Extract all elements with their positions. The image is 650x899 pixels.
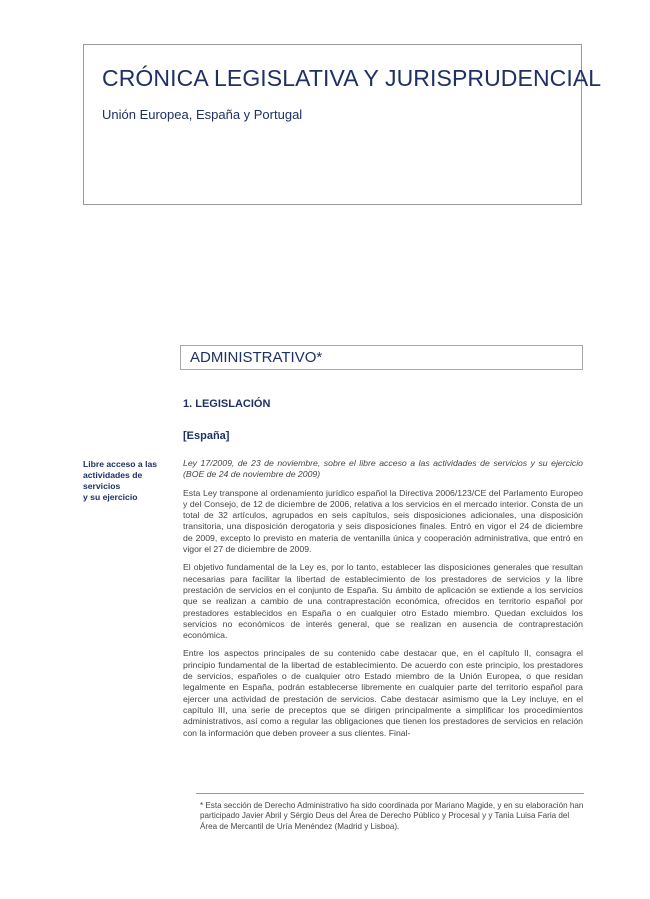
sidenote (83, 459, 173, 503)
sidenote-line: Libre acceso a las (83, 459, 158, 469)
body-text (183, 458, 583, 746)
body-paragraph: Entre los aspectos principales de su contenido cabe destacar que, en el capítulo II, consagra el principio fundamental de la libertad de establecimiento. De acuerdo con este principio, los prestadores de servicios, españoles o de cualquier otro Estado miembro de la Unión Europea, o que residan legalmente en España, podrán establecerse libremente en cualquier parte del territorio español para ejercer una actividad de prestación de servicios. Cabe destacar asimismo que la Ley incluye, en el capítulo III, una serie de preceptos que se dirigen principalmente a simplificar los procedimientos administrativos, así como a regular las obligaciones que tienen los prestadores de servicios en relación con la información que deben proveer a sus clientes. Final- (183, 648, 583, 738)
sidenote-line: y su ejercicio (83, 492, 138, 502)
heading-country: [España] (183, 430, 230, 442)
heading-legislacion: 1. LEGISLACIÓN (183, 398, 271, 410)
sidenote-line: servicios (83, 481, 121, 491)
section-title: ADMINISTRATIVO* (190, 349, 323, 366)
header-subtitle: Unión Europea, España y Portugal (102, 107, 303, 122)
sidenote-line: actividades de (83, 470, 143, 480)
section-box (180, 345, 583, 370)
body-paragraph: Esta Ley transpone al ordenamiento jurídico español la Directiva 2006/123/CE del Parlamento Europeo y del Consejo, de 12 de diciembre de 2006, relativa a los servicios en el mercado interior. Consta de un total de 32 artículos, agrupados en seis capítulos, seis disposiciones adicionales, una disposición transitoria, una disposición derogatoria y seis disposiciones finales. Entró en vigor el 24 de diciembre de 2009, excepto lo previsto en materia de ventanilla única y cooperación administrativa, que entró en vigor el 27 de diciembre de 2009. (183, 487, 583, 555)
body-paragraph: El objetivo fundamental de la Ley es, por lo tanto, establecer las disposiciones generales que resultan necesarias para facilitar la libertad de establecimiento de los prestadores de servicios y la libre prestación de servicios en el conjunto de España. Su ámbito de aplicación se extiende a los servicios que se realizan a cambio de una contraprestación económica, ofrecidos en territorio español por prestadores establecidos en España o en cualquier otro Estado miembro. Quedan excluidos los servicios no económicos de interés general, que se realizan en ausencia de contraprestación económica. (183, 562, 583, 641)
footnote-divider (196, 793, 584, 794)
footnote: * Esta sección de Derecho Administrativo ha sido coordinada por Mariano Magide, y en su elaboración han participado Javier Abril y Sérgio Deus del Área de Derecho Público y Procesal y y Tania Luisa Faria del Área de Mercantil de Uría Menéndez (Madrid y Lisboa). (200, 801, 584, 831)
header-title: CRÓNICA LEGISLATIVA Y JURISPRUDENCIAL (102, 65, 602, 91)
header-box (83, 44, 602, 205)
lead-paragraph: Ley 17/2009, de 23 de noviembre, sobre el libre acceso a las actividades de servicios y su ejercicio (BOE de 24 de noviembre de 2009) (183, 458, 583, 480)
